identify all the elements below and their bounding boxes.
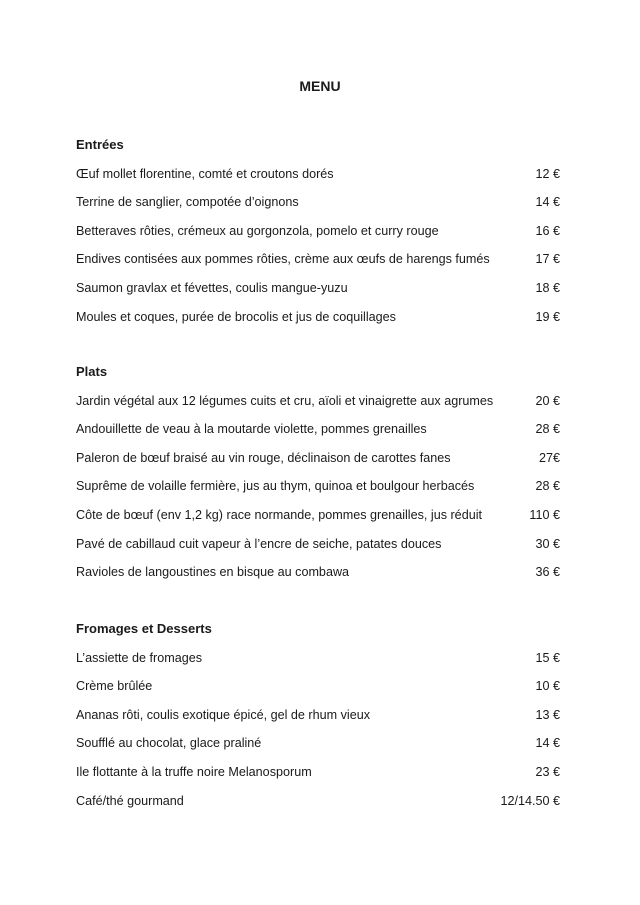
item-name: Endives contisées aux pommes rôties, crème aux œufs de harengs fumés: [76, 252, 490, 267]
menu-item: [76, 387, 560, 416]
item-price: 110 €: [529, 507, 560, 522]
item-price: 18 €: [535, 280, 560, 295]
menu-item: [76, 672, 560, 701]
item-price: 36 €: [535, 565, 560, 580]
item-name: Soufflé au chocolat, glace praliné: [76, 736, 262, 751]
item-price: 16 €: [535, 223, 560, 238]
item-price: 19 €: [535, 309, 560, 324]
item-price: 15 €: [535, 650, 560, 665]
menu-item: [76, 701, 560, 730]
item-name: Andouillette de veau à la moutarde violette, pommes grenailles: [76, 422, 427, 437]
menu-item: [76, 444, 560, 473]
menu-item: [76, 501, 560, 530]
item-price: 10 €: [535, 679, 560, 694]
section-plats: [76, 358, 560, 587]
item-name: Jardin végétal aux 12 légumes cuits et cru, aïoli et vinaigrette aux agrumes: [76, 393, 494, 408]
menu-item: [76, 217, 560, 246]
section-heading: Entrées: [76, 137, 124, 152]
item-price: 14 €: [535, 195, 560, 210]
menu-item: [76, 729, 560, 758]
item-name: Côte de bœuf (env 1,2 kg) race normande, pommes grenailles, jus réduit: [76, 507, 482, 522]
menu-item: [76, 415, 560, 444]
item-name: Suprême de volaille fermière, jus au thym, quinoa et boulgour herbacés: [76, 479, 475, 494]
item-price: 28 €: [535, 422, 560, 437]
menu-item: [76, 303, 560, 332]
item-price: 20 €: [535, 393, 560, 408]
item-name: Crème brûlée: [76, 679, 153, 694]
item-price: 12 €: [535, 166, 560, 181]
menu-item: [76, 472, 560, 501]
section-heading: Fromages et Desserts: [76, 621, 212, 636]
menu-title: MENU: [299, 78, 341, 94]
item-name: Ravioles de langoustines en bisque au combawa: [76, 565, 350, 580]
item-name: Betteraves rôties, crémeux au gorgonzola, pomelo et curry rouge: [76, 223, 439, 238]
item-name: Pavé de cabillaud cuit vapeur à l’encre de seiche, patates douces: [76, 536, 442, 551]
section-fromages-desserts: [76, 615, 560, 815]
menu-item: [76, 787, 560, 816]
menu-item: [76, 188, 560, 217]
item-name: Café/thé gourmand: [76, 793, 184, 808]
item-name: Terrine de sanglier, compotée d’oignons: [76, 195, 299, 210]
item-name: Paleron de bœuf braisé au vin rouge, déclinaison de carottes fanes: [76, 450, 451, 465]
menu-item: [76, 160, 560, 189]
item-price: 27€: [538, 450, 560, 465]
menu-item: [76, 758, 560, 787]
item-price: 12/14.50 €: [500, 793, 560, 808]
item-name: Œuf mollet florentine, comté et croutons dorés: [76, 166, 334, 181]
section-entrees: [76, 131, 560, 331]
item-name: Saumon gravlax et févettes, coulis mangue-yuzu: [76, 280, 348, 295]
section-heading: Plats: [76, 364, 108, 379]
menu-item: [76, 644, 560, 673]
menu-item: [76, 530, 560, 559]
menu-item: [76, 558, 560, 587]
item-name: Ile flottante à la truffe noire Melanosporum: [76, 764, 312, 779]
item-name: L’assiette de fromages: [76, 650, 203, 665]
menu-item: [76, 245, 560, 274]
item-price: 13 €: [535, 707, 560, 722]
item-price: 30 €: [535, 536, 560, 551]
menu-item: [76, 274, 560, 303]
item-price: 28 €: [535, 479, 560, 494]
item-price: 14 €: [535, 736, 560, 751]
item-name: Ananas rôti, coulis exotique épicé, gel de rhum vieux: [76, 707, 371, 722]
item-name: Moules et coques, purée de brocolis et jus de coquillages: [76, 309, 396, 324]
item-price: 23 €: [535, 764, 560, 779]
item-price: 17 €: [535, 252, 560, 267]
